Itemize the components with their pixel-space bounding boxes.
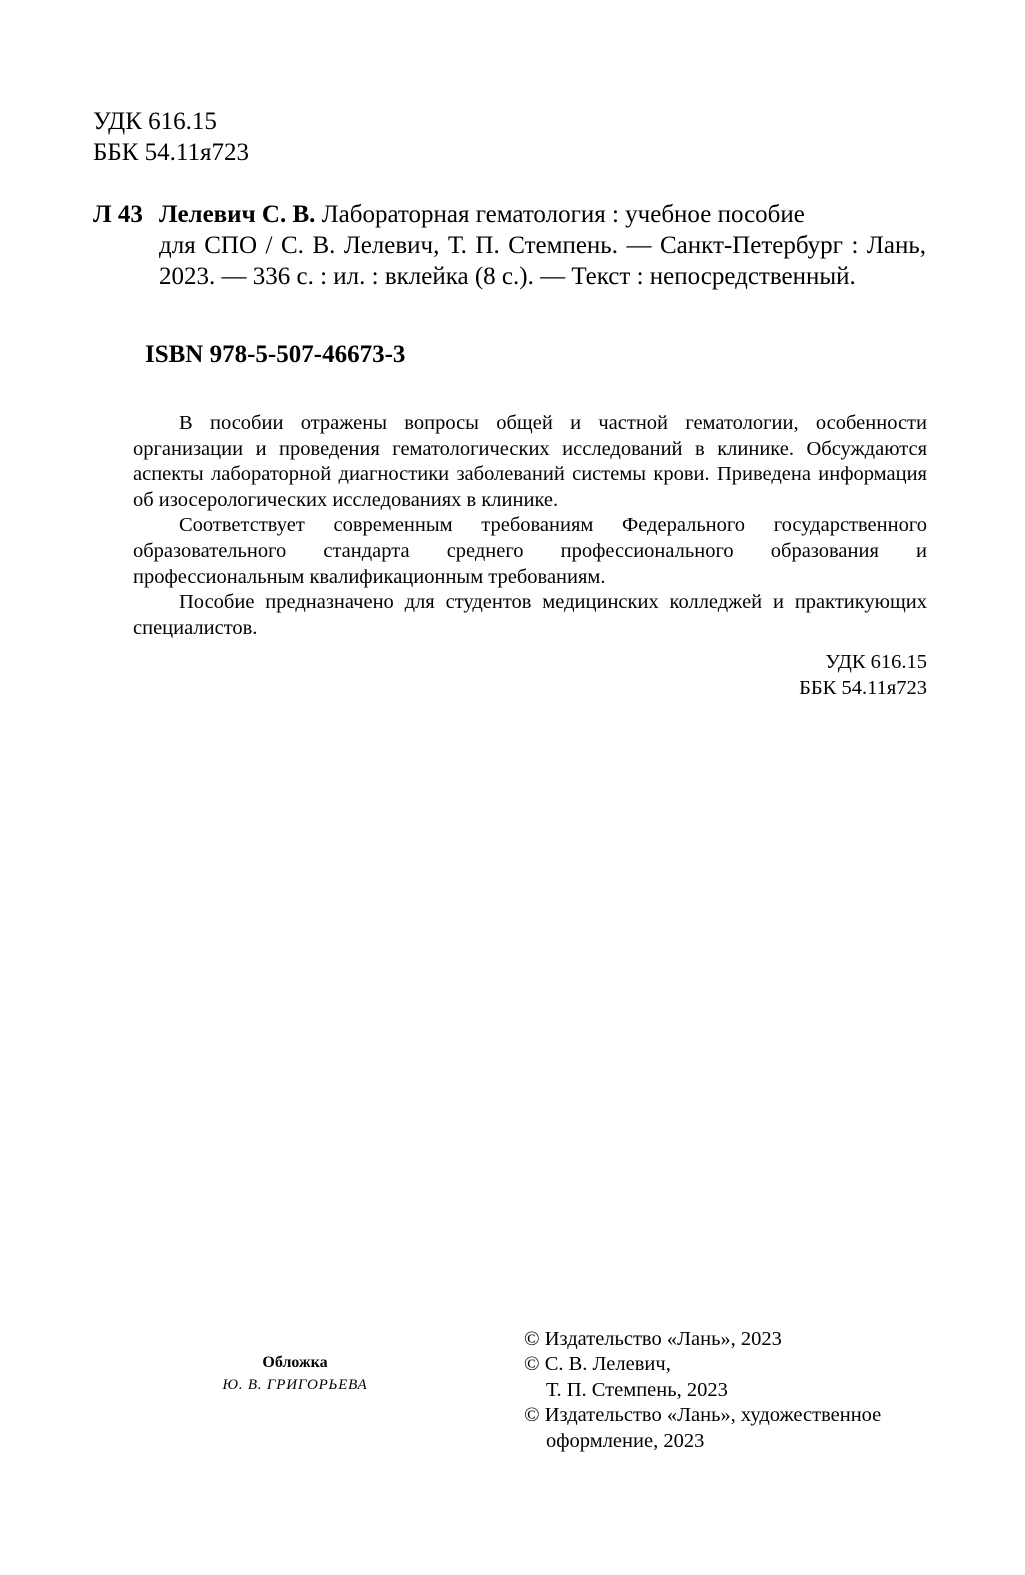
copyright-authors: © С. В. Лелевич,: [524, 1353, 671, 1376]
udk-code: УДК 616.15: [93, 108, 217, 135]
cover-credit: [195, 1352, 395, 1396]
bbk-code-bottom: ББК 54.11я723: [799, 676, 927, 699]
classification-header: [93, 106, 249, 168]
cover-label: Обложка: [262, 1354, 328, 1371]
copyright-authors-cont: Т. П. Стемпень, 2023: [546, 1378, 728, 1401]
abstract-paragraph: В пособии отражены вопросы общей и частной гематологии, особенности организации и проведения гематологических исследований в клинике. Обсуждаются аспекты лабораторной диагностики заболеваний системы крови. Приведена информация об изосерологических исследованиях в клинике.: [133, 412, 927, 511]
copyright-design-cont: оформление, 2023: [546, 1429, 705, 1452]
copyright-block: [524, 1327, 881, 1454]
abstract: [133, 411, 927, 641]
abstract-paragraph: Пособие предназначено для студентов медицинских колледжей и практикующих специалистов.: [133, 591, 927, 639]
udk-code-bottom: УДК 616.15: [825, 651, 927, 673]
description-rest: для СПО / С. В. Лелевич, Т. П. Стемпень. — Санкт-Петербург : Лань, 2023. — 336 с. : ил. : вклейка (8 с.). — Текст : непосредственный.: [159, 232, 926, 290]
bibliographic-record: [93, 199, 926, 292]
bibliographic-description: [159, 199, 926, 292]
title-line: Лабораторная гематология : учебное пособие: [321, 201, 805, 228]
author-mark: Л 43: [93, 201, 143, 228]
author-name: Лелевич С. В.: [159, 201, 316, 228]
copyright-design: © Издательство «Лань», художественное: [524, 1404, 882, 1427]
copyright-publisher: © Издательство «Лань», 2023: [524, 1328, 782, 1350]
classification-footer: [799, 650, 927, 701]
description-first-line: [159, 199, 926, 230]
isbn: ISBN 978-5-507-46673-3: [145, 341, 406, 368]
abstract-paragraph: Соответствует современным требованиям Федерального государственного образовательного стандарта среднего профессионального образования и профессиональным квалификационным требованиям.: [133, 514, 927, 588]
bbk-code: ББК 54.11я723: [93, 139, 249, 166]
cover-designer: Ю. В. ГРИГОРЬЕВА: [222, 1377, 368, 1393]
